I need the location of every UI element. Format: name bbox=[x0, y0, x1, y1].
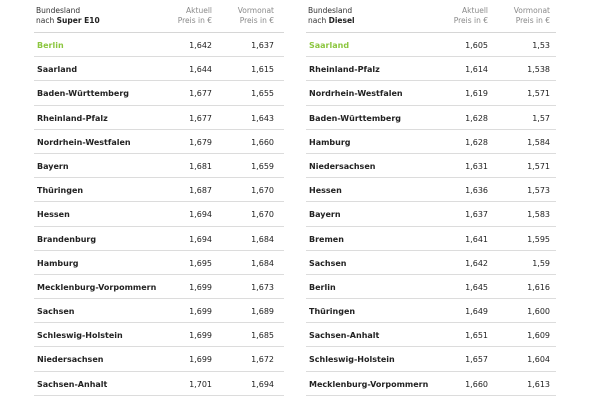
state-name: Mecklenburg-Vorpommern bbox=[37, 282, 157, 292]
table-row bbox=[34, 178, 284, 202]
previous-price: 1,684 bbox=[251, 258, 274, 268]
current-price: 1,605 bbox=[465, 41, 488, 50]
previous-price: 1,684 bbox=[251, 234, 274, 244]
current-price: 1,701 bbox=[189, 379, 212, 389]
table-row bbox=[306, 299, 556, 323]
previous-price: 1,573 bbox=[527, 186, 550, 196]
previous-price: 1,571 bbox=[527, 161, 550, 171]
state-name: Hessen bbox=[37, 210, 70, 220]
previous-price: 1,672 bbox=[251, 355, 274, 365]
header-state: Bundesland nach Diesel bbox=[308, 6, 355, 25]
previous-price: 1,615 bbox=[251, 65, 274, 75]
current-price: 1,677 bbox=[189, 89, 212, 99]
previous-price: 1,670 bbox=[251, 186, 274, 196]
state-name: Sachsen bbox=[37, 307, 75, 317]
previous-price: 1,673 bbox=[251, 282, 274, 292]
current-price: 1,631 bbox=[465, 161, 488, 171]
state-name: Thüringen bbox=[37, 186, 84, 196]
current-price: 1,614 bbox=[465, 65, 488, 75]
current-price: 1,694 bbox=[189, 234, 212, 244]
state-name: Hamburg bbox=[309, 137, 351, 147]
current-price: 1,642 bbox=[189, 41, 212, 50]
previous-price: 1,659 bbox=[251, 161, 274, 171]
state-name: Nordrhein-Westfalen bbox=[309, 89, 403, 99]
table-row bbox=[306, 57, 556, 81]
previous-price: 1,660 bbox=[251, 137, 274, 147]
table-row bbox=[34, 33, 284, 57]
state-name: Hamburg bbox=[37, 258, 79, 268]
previous-price: 1,583 bbox=[527, 210, 550, 220]
state-name: Berlin bbox=[309, 282, 336, 292]
table-row bbox=[34, 275, 284, 299]
state-name: Nordrhein-Westfalen bbox=[37, 137, 131, 147]
table-row bbox=[306, 251, 556, 275]
state-name: Niedersachsen bbox=[309, 161, 376, 171]
table-row bbox=[34, 130, 284, 154]
table-row bbox=[34, 81, 284, 105]
previous-price: 1,637 bbox=[251, 41, 274, 50]
previous-price: 1,600 bbox=[527, 307, 550, 317]
current-price: 1,628 bbox=[465, 137, 488, 147]
state-name: Bayern bbox=[309, 210, 341, 220]
state-name: Thüringen bbox=[309, 307, 356, 317]
table-row bbox=[306, 227, 556, 251]
table-row bbox=[34, 251, 284, 275]
current-price: 1,679 bbox=[189, 137, 212, 147]
current-price: 1,681 bbox=[189, 161, 212, 171]
state-name: Hessen bbox=[309, 186, 342, 196]
current-price: 1,699 bbox=[189, 331, 212, 341]
table-row bbox=[34, 372, 284, 396]
table-row bbox=[306, 130, 556, 154]
state-name: Schleswig-Holstein bbox=[37, 331, 123, 341]
state-name: Niedersachsen bbox=[37, 355, 104, 365]
current-price: 1,649 bbox=[465, 307, 488, 317]
table-row bbox=[34, 202, 284, 226]
diesel-table bbox=[306, 0, 556, 396]
previous-price: 1,609 bbox=[527, 331, 550, 341]
table-row bbox=[306, 81, 556, 105]
previous-price: 1,604 bbox=[527, 355, 550, 365]
table-body bbox=[306, 33, 556, 396]
header-current-price: Aktuell Preis in € bbox=[453, 6, 488, 25]
state-name: Rheinland-Pfalz bbox=[37, 113, 108, 123]
previous-price: 1,538 bbox=[527, 65, 550, 75]
current-price: 1,628 bbox=[465, 113, 488, 123]
current-price: 1,637 bbox=[465, 210, 488, 220]
table-header bbox=[34, 0, 284, 33]
previous-price: 1,59 bbox=[532, 258, 550, 268]
current-price: 1,651 bbox=[465, 331, 488, 341]
table-row bbox=[34, 227, 284, 251]
previous-price: 1,595 bbox=[527, 234, 550, 244]
state-name: Bremen bbox=[309, 234, 344, 244]
table-row bbox=[306, 33, 556, 57]
table-row bbox=[306, 372, 556, 396]
table-body bbox=[34, 33, 284, 396]
table-row bbox=[306, 178, 556, 202]
current-price: 1,699 bbox=[189, 282, 212, 292]
state-name: Rheinland-Pfalz bbox=[309, 65, 380, 75]
current-price: 1,645 bbox=[465, 282, 488, 292]
previous-price: 1,571 bbox=[527, 89, 550, 99]
previous-price: 1,694 bbox=[251, 379, 274, 389]
current-price: 1,636 bbox=[465, 186, 488, 196]
state-name: Baden-Württemberg bbox=[37, 89, 130, 99]
current-price: 1,657 bbox=[465, 355, 488, 365]
previous-price: 1,670 bbox=[251, 210, 274, 220]
current-price: 1,677 bbox=[189, 113, 212, 123]
current-price: 1,619 bbox=[465, 89, 488, 99]
super-e10-table bbox=[34, 0, 284, 396]
previous-price: 1,616 bbox=[527, 282, 550, 292]
state-name: Mecklenburg-Vorpommern bbox=[309, 379, 429, 389]
table-row bbox=[306, 275, 556, 299]
table-row bbox=[34, 154, 284, 178]
header-previous-price: Vormonat Preis in € bbox=[513, 6, 550, 25]
current-price: 1,699 bbox=[189, 307, 212, 317]
table-row bbox=[34, 106, 284, 130]
previous-price: 1,643 bbox=[251, 113, 274, 123]
table-row bbox=[34, 323, 284, 347]
current-price: 1,694 bbox=[189, 210, 212, 220]
current-price: 1,642 bbox=[465, 258, 488, 268]
header-state: Bundesland nach Super E10 bbox=[36, 6, 100, 25]
header-previous-price: Vormonat Preis in € bbox=[237, 6, 274, 25]
current-price: 1,641 bbox=[465, 234, 488, 244]
table-row bbox=[306, 323, 556, 347]
current-price: 1,699 bbox=[189, 355, 212, 365]
previous-price: 1,689 bbox=[251, 307, 274, 317]
state-name: Sachsen bbox=[309, 258, 347, 268]
previous-price: 1,57 bbox=[532, 113, 550, 123]
table-row bbox=[306, 106, 556, 130]
previous-price: 1,53 bbox=[532, 41, 550, 50]
previous-price: 1,655 bbox=[251, 89, 274, 99]
current-price: 1,660 bbox=[465, 379, 488, 389]
state-name: Berlin bbox=[37, 41, 64, 50]
table-row bbox=[34, 57, 284, 81]
table-row bbox=[306, 347, 556, 371]
state-name: Saarland bbox=[37, 65, 78, 75]
state-name: Bayern bbox=[37, 161, 69, 171]
table-row bbox=[34, 299, 284, 323]
previous-price: 1,685 bbox=[251, 331, 274, 341]
state-name: Saarland bbox=[309, 41, 350, 50]
previous-price: 1,613 bbox=[527, 379, 550, 389]
state-name: Sachsen-Anhalt bbox=[37, 379, 108, 389]
table-row bbox=[306, 154, 556, 178]
state-name: Schleswig-Holstein bbox=[309, 355, 395, 365]
table-header bbox=[306, 0, 556, 33]
state-name: Baden-Württemberg bbox=[309, 113, 402, 123]
header-current-price: Aktuell Preis in € bbox=[177, 6, 212, 25]
current-price: 1,695 bbox=[189, 258, 212, 268]
current-price: 1,644 bbox=[189, 65, 212, 75]
table-row bbox=[34, 347, 284, 371]
state-name: Sachsen-Anhalt bbox=[309, 331, 380, 341]
table-row bbox=[306, 202, 556, 226]
state-name: Brandenburg bbox=[37, 234, 97, 244]
current-price: 1,687 bbox=[189, 186, 212, 196]
previous-price: 1,584 bbox=[527, 137, 550, 147]
